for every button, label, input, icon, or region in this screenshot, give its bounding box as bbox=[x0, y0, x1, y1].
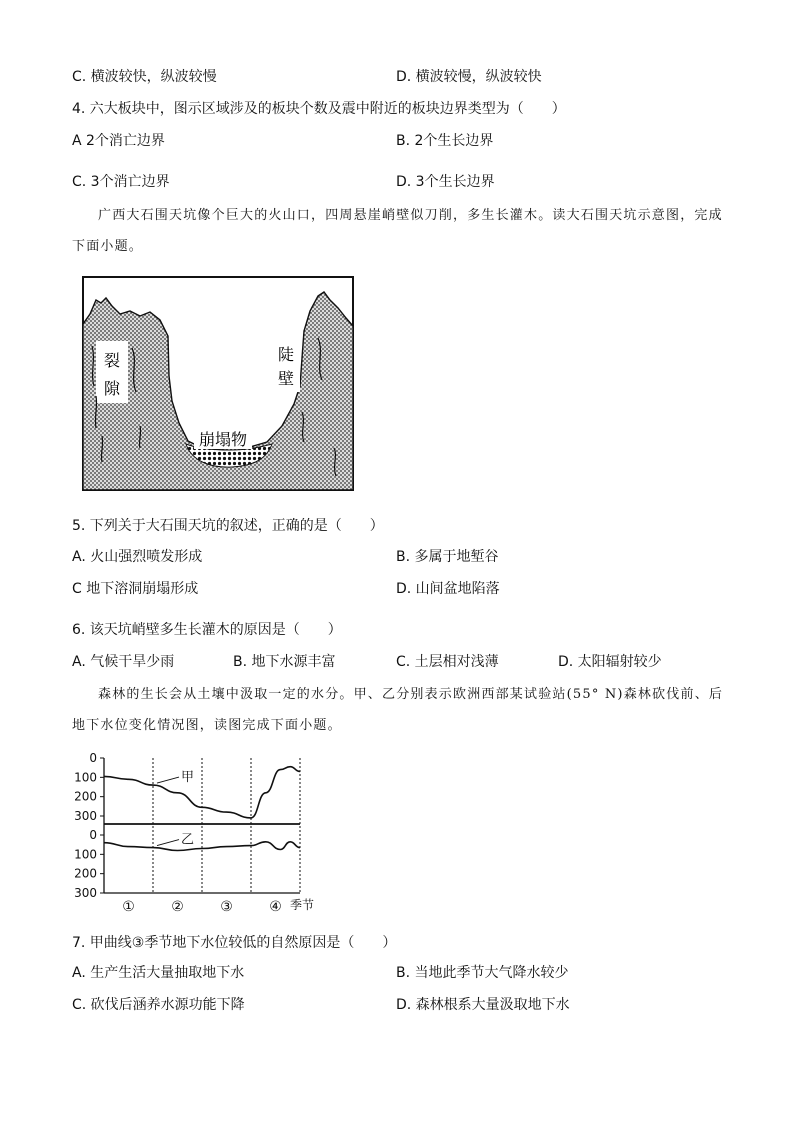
q5-option-c: C 地下溶洞崩塌形成 bbox=[72, 581, 199, 597]
q6-stem: 6. 该天坑峭壁多生长灌木的原因是（ ） bbox=[72, 622, 342, 638]
label-crack-2: 隙 bbox=[103, 379, 121, 398]
series-pointer bbox=[157, 777, 179, 783]
q5-option-d: D. 山间盆地陷落 bbox=[396, 581, 500, 597]
q3-option-d: D. 横波较慢，纵波较快 bbox=[396, 69, 542, 85]
y-tick-label-bottom: 0 bbox=[89, 828, 97, 842]
y-tick-label-top: 100 bbox=[74, 770, 97, 785]
x-tick-label: ③ bbox=[220, 899, 233, 914]
tiankeng-diagram bbox=[82, 276, 354, 492]
x-tick-label: ② bbox=[171, 899, 184, 914]
q5-option-a: A. 火山强烈喷发形成 bbox=[72, 549, 203, 565]
q4-stem: 4. 六大板块中，图示区域涉及的板块个数及震中附近的板块边界类型为（ ） bbox=[72, 101, 566, 117]
passage1-line1: 广西大石围天坑像个巨大的火山口，四周悬崖峭壁似刀削，多生长灌木。读大石围天坑示意图，完成 bbox=[98, 208, 723, 223]
q5-stem: 5. 下列关于大石围天坑的叙述，正确的是（ ） bbox=[72, 518, 384, 534]
y-tick-label-bottom: 100 bbox=[74, 847, 97, 862]
q4-option-d: D. 3个生长边界 bbox=[396, 174, 495, 190]
groundwater-chart bbox=[68, 746, 328, 914]
q4-option-b: B. 2个生长边界 bbox=[396, 133, 494, 149]
q3-option-c: C. 横波较快，纵波较慢 bbox=[72, 69, 217, 85]
q7-option-a: A. 生产生活大量抽取地下水 bbox=[72, 965, 245, 981]
passage2-line2: 地下水位变化情况图，读图完成下面小题。 bbox=[72, 718, 342, 733]
x-tick-label: ④ bbox=[269, 899, 282, 914]
q6-option-d: D. 太阳辐射较少 bbox=[558, 654, 662, 670]
series-label: 甲 bbox=[181, 770, 195, 786]
q7-option-d: D. 森林根系大量汲取地下水 bbox=[396, 997, 570, 1013]
q7-stem: 7. 甲曲线③季节地下水位较低的自然原因是（ ） bbox=[72, 935, 397, 951]
y-tick-label-top: 300 bbox=[74, 809, 97, 823]
x-tick-label: ① bbox=[122, 899, 135, 914]
q6-option-b: B. 地下水源丰富 bbox=[233, 654, 336, 670]
passage1-line2: 下面小题。 bbox=[72, 239, 144, 254]
q6-option-a: A. 气候干旱少雨 bbox=[72, 654, 175, 670]
q7-option-b: B. 当地此季节大气降水较少 bbox=[396, 965, 569, 981]
y-tick-label-bottom: 300 bbox=[74, 886, 97, 900]
x-axis-label: 季节 bbox=[289, 898, 315, 912]
label-crack-1: 裂 bbox=[103, 351, 121, 370]
label-collapse: 崩塌物 bbox=[198, 430, 248, 449]
y-tick-label-top: 200 bbox=[74, 789, 97, 804]
series-label: 乙 bbox=[181, 832, 195, 848]
q4-option-a: A 2个消亡边界 bbox=[72, 133, 165, 149]
passage2-line1: 森林的生长会从土壤中汲取一定的水分。甲、乙分别表示欧洲西部某试验站(55° N)森林砍伐前、后 bbox=[98, 687, 724, 702]
q4-option-c: C. 3个消亡边界 bbox=[72, 174, 170, 190]
label-wall-1: 陡 bbox=[277, 345, 295, 364]
q5-option-b: B. 多属于地堑谷 bbox=[396, 549, 499, 565]
label-wall-2: 壁 bbox=[277, 369, 295, 388]
q6-option-c: C. 土层相对浅薄 bbox=[396, 654, 499, 670]
q7-option-c: C. 砍伐后涵养水源功能下降 bbox=[72, 997, 245, 1013]
y-tick-label-bottom: 200 bbox=[74, 866, 97, 881]
y-tick-label-top: 0 bbox=[89, 751, 97, 765]
series-pointer bbox=[157, 840, 179, 846]
